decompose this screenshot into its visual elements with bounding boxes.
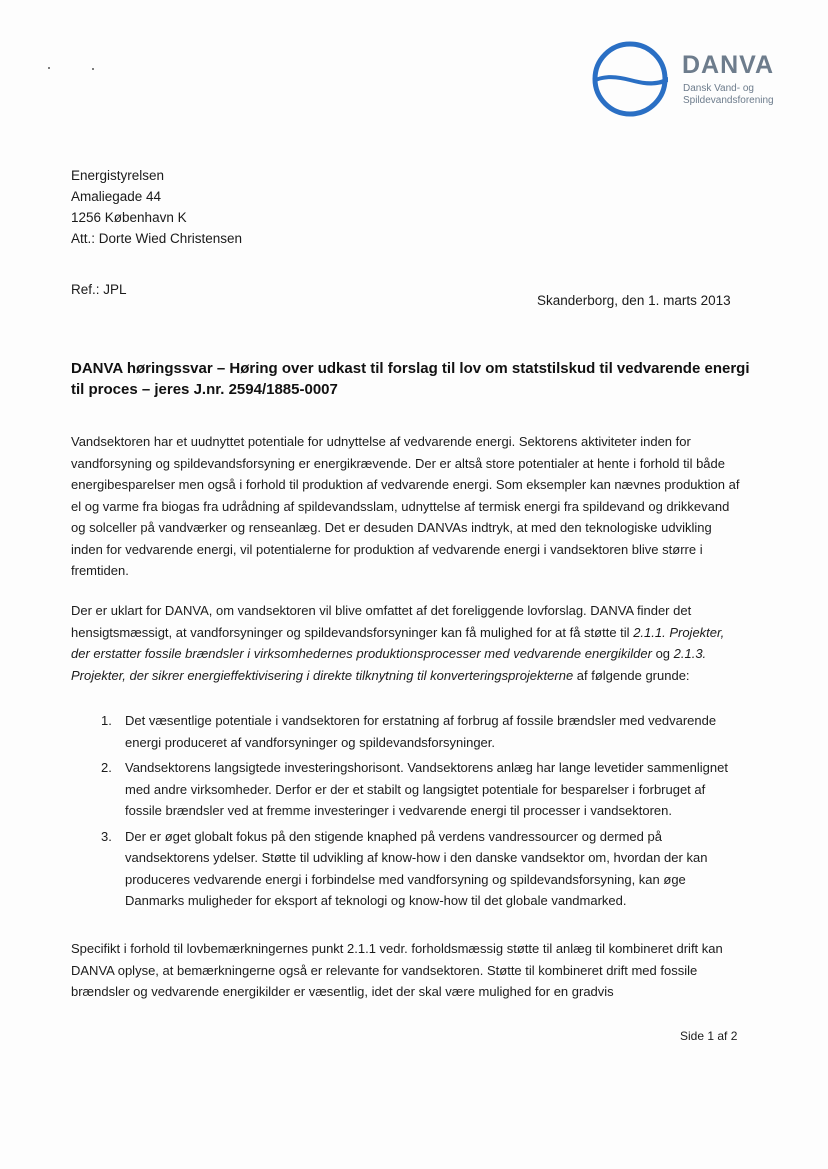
recipient-line: Amaliegade 44: [71, 189, 162, 204]
recipient-line: Att.: Dorte Wied Christensen: [71, 231, 243, 246]
page-number: Side 1 af 2: [680, 1029, 738, 1043]
list-item: [71, 757, 743, 822]
danva-logo: [588, 40, 798, 120]
paragraph-scope: [71, 600, 743, 686]
logo-subtitle: [683, 83, 793, 107]
paragraph-intro: Vandsektoren har et uudnyttet potentiale for udnyttelse af vedvarende energi. Sektorens aktiviteter inden for vandforsyning og spildevandsforsyning er energikrævende. Der er altså store potentialer at hente i forhold til både energibesparelser men også i forhold til produktion af vedvarende energi. Som eksempler kan nævnes produktion af el og varme fra biogas fra udrådning af spildevandsslam, udnyttelse af termisk energi fra spildevand og drikkevand og solceller på vandværker og renseanlæg. Det er desuden DANVAs indtryk, at med den teknologiske udvikling inden for vedvarende energi, vil potentialerne for produktion af vedvarende energi i vandsektoren blive større i fremtiden.: [71, 434, 740, 578]
letter-date: Skanderborg, den 1. marts 2013: [537, 293, 731, 308]
logo-name: DANVA: [682, 51, 775, 79]
paragraph-specific: Specifikt i forhold til lovbemærkningernes punkt 2.1.1 vedr. forholdsmæssig støtte til anlæg til kombineret drift kan DANVA oplyse, at bemærkningerne også er relevante for vandsektoren. Støtte til kombineret drift med fossile brændsler og vedvarende energikilder er væsentlig, idet der skal være mulighed for en gradvis: [71, 941, 723, 999]
list-item-number: 2.: [101, 760, 112, 775]
paragraph-text: og: [651, 646, 674, 661]
recipient-address: [71, 165, 242, 249]
scan-speck: [92, 68, 94, 70]
logo-subtitle-line1: Dansk Vand- og: [683, 83, 754, 94]
paragraph-italic: 2.1.1. Projekter, der erstatter fossile brændsler i virksomhedernes produktionsprocesser med vedvarende energikilder: [71, 624, 725, 661]
list-item: [71, 826, 743, 912]
list-item-number: 3.: [101, 828, 112, 844]
list-item-number: 1.: [101, 713, 112, 728]
paragraph-text: Der er uklart for DANVA, om vandsektoren vil blive omfattet af det foreliggende lovforslag. DANVA finder det hensigtsmæssigt, at vandforsyninger og spildevandsforsyninger kan få mulighed for at få støtte til: [71, 603, 692, 640]
reasons-list: [71, 710, 743, 916]
paragraph-italic: 2.1.3. Projekter, der sikrer energieffektivisering i direkte tilknytning til konverteringsprojekterne: [71, 646, 707, 683]
list-item-text: Det væsentlige potentiale i vandsektoren for erstatning af forbrug af fossile brændsler med vedvarende energi produceret af vandforsyninger og spildevandsforsyninger.: [125, 713, 717, 750]
logo-subtitle-line2: Spildevandsforening: [683, 95, 774, 106]
list-item-text: Vandsektorens langsigtede investeringshorisont. Vandsektorens anlæg har lange levetider sammenlignet med andre virksomheder. Derfor er der et stabilt og langsigtet potentiale for besparelser i forbruget af fossile brændsler ved at fremme investeringer i vedvarende energi til processer i vandsektoren.: [125, 760, 728, 818]
recipient-line: 1256 København K: [71, 210, 187, 225]
list-item-text: Der er øget globalt fokus på den stigende knaphed på verdens vandressourcer og dermed på vandsektorens ydelser. Støtte til udvikling af know-how i den danske vandsektor om, hvordan der kan produceres vedvarende energi i forbindelse med vandforsyning og spildevandsforsyning, kan øge Danmarks muligheder for eksport af teknologi og know-how til det globale vandmarked.: [125, 828, 708, 908]
recipient-line: Energistyrelsen: [71, 168, 165, 183]
scan-speck: [48, 67, 50, 69]
danva-logo-mark-icon: [588, 40, 674, 118]
list-item: [71, 710, 743, 753]
paragraph-text: af følgende grunde:: [573, 667, 690, 683]
letter-headline: DANVA høringssvar – Høring over udkast til forslag til lov om statstilskud til vedvarende energi til proces – jeres J.nr. 2594/1885-0007: [71, 360, 750, 398]
reference: Ref.: JPL: [71, 282, 127, 297]
